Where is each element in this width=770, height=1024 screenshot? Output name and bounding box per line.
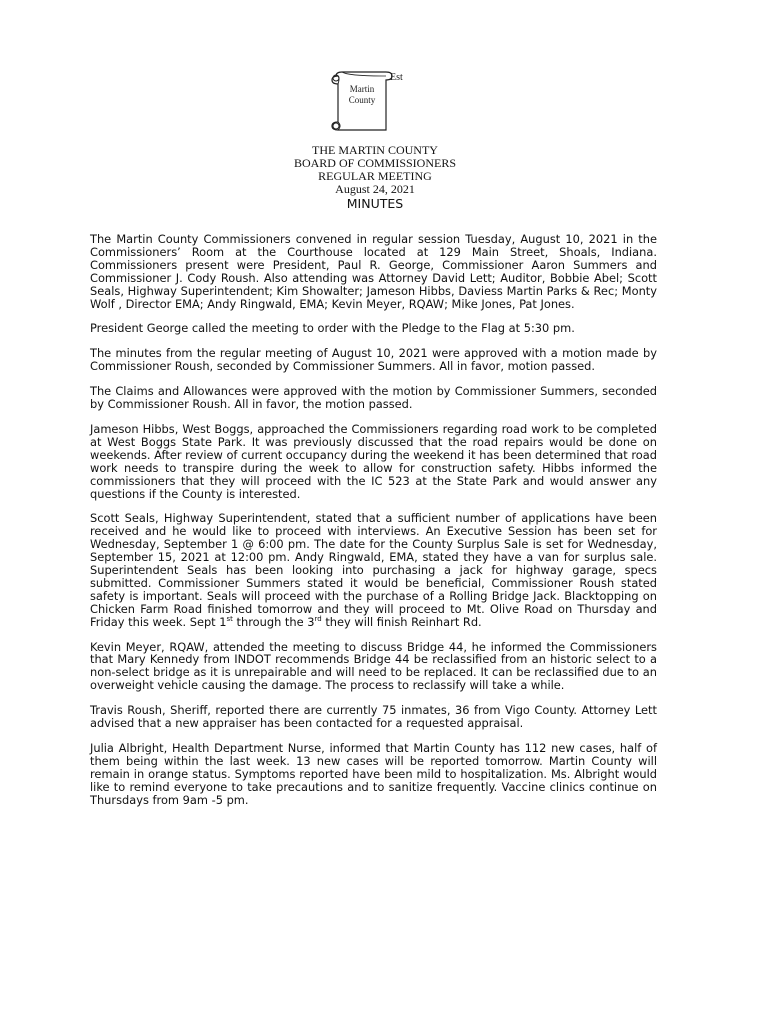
paragraph-bridge-44: Kevin Meyer, RQAW, attended the meeting to discuss Bridge 44, he informed the Commissioners that Mary Kennedy from INDOT recommends Bridge 44 be reclassified from an historic select to a non-select bridge as it is unrepairable and will need to be replaced. It can be reclassified due to an overweight vehicle causing the damage. The process to reclassify will take a while. [90, 639, 657, 693]
seal-text [336, 84, 388, 106]
minutes-body [90, 233, 657, 819]
highway-sup-2: rd [314, 614, 322, 623]
header-date: August 24, 2021 [335, 182, 415, 196]
document-header [0, 144, 750, 211]
highway-text-main: Scott Seals, Highway Superintendent, stated that a sufficient number of applications have been received and he would like to proceed with interviews. An Executive Session has been set for Wednesday, September 1 @ 6:00 pm. The date for the County Surplus Sale is set for Wednesday, September 15, 2021 at 12:00 pm. Andy Ringwald, EMA, stated they have a van for surplus sale. Superintendent Seals has been looking into purchasing a jack for highway garage, specs submitted. Commissioner Summers stated it would be beneficial, Commissioner Roush stated safety is important. Seals will proceed with the purchase of a Rolling Bridge Jack. Blacktopping on Chicken Farm Road finished tomorrow and they will proceed to Mt. Olive Road on Thursday and Friday this week. Sept 1 [90, 511, 657, 629]
paragraph-minutes-approval: The minutes from the regular meeting of August 10, 2021 were approved with a motion made by Commissioner Roush, seconded by Commissioner Summers. All in favor, motion passed. [90, 346, 657, 374]
highway-text-mid: through the 3 [232, 614, 315, 629]
highway-text-end: they will finish Reinhart Rd. [321, 614, 482, 629]
paragraph-attendance: The Martin County Commissioners convened in regular session Tuesday, August 10, 2021 in the Commissioners’ Room at the Courthouse located at 129 Main Street, Shoals, Indiana. Commissioners present were President, Paul R. George, Commissioner Aaron Summers and Commissioner J. Cody Roush. Also attending was Attorney David Lett; Auditor, Bobbie Abel; Scott Seals, Highway Superintendent; Kim Showalter; Jameson Hibbs, Daviess Martin Parks & Rec; Monty Wolf , Director EMA; Andy Ringwald, EMA; Kevin Meyer, RQAW; Mike Jones, Pat Jones. [90, 232, 657, 311]
paragraph-sheriff: Travis Roush, Sheriff, reported there are currently 75 inmates, 36 from Vigo County. Attorney Lett advised that a new appraiser has been contacted for a requested appraisal. [90, 703, 657, 731]
paragraph-call-to-order: President George called the meeting to order with the Pledge to the Flag at 5:30 pm. [90, 321, 575, 336]
seal-line-1: Martin [349, 84, 375, 94]
highway-sup-1: st [226, 614, 233, 623]
header-meeting: REGULAR MEETING [318, 169, 432, 183]
paragraph-health: Julia Albright, Health Department Nurse, informed that Martin County has 112 new cases, half of them being within the last week. 13 new cases will be reported tomorrow. Martin County will remain in orange status. Symptoms reported have been mild to hospitalization. Ms. Albright would like to remind everyone to take precautions and to sanitize frequently. Vaccine clinics continue on Thursdays from 9am -5 pm. [90, 741, 657, 807]
header-title: MINUTES [346, 196, 404, 211]
header-county: THE MARTIN COUNTY [312, 143, 438, 157]
seal-est: Est [390, 72, 403, 83]
paragraph-west-boggs: Jameson Hibbs, West Boggs, approached the Commissioners regarding road work to be completed at West Boggs State Park. It was previously discussed that the road repairs would be done on weekends. After review of current occupancy during the weekend it has been determined that road work needs to transpire during the week to allow for construction safety. Hibbs informed the commissioners that they will proceed with the IC 523 at the State Park and would answer any questions if the County is interested. [90, 421, 657, 501]
seal-line-2: County [348, 95, 376, 105]
paragraph-highway [90, 512, 657, 628]
paragraph-claims: The Claims and Allowances were approved with the motion by Commissioner Summers, seconded by Commissioner Roush. All in favor, the motion passed. [90, 384, 657, 412]
county-seal [328, 70, 408, 132]
header-board: BOARD OF COMMISSIONERS [293, 156, 457, 170]
